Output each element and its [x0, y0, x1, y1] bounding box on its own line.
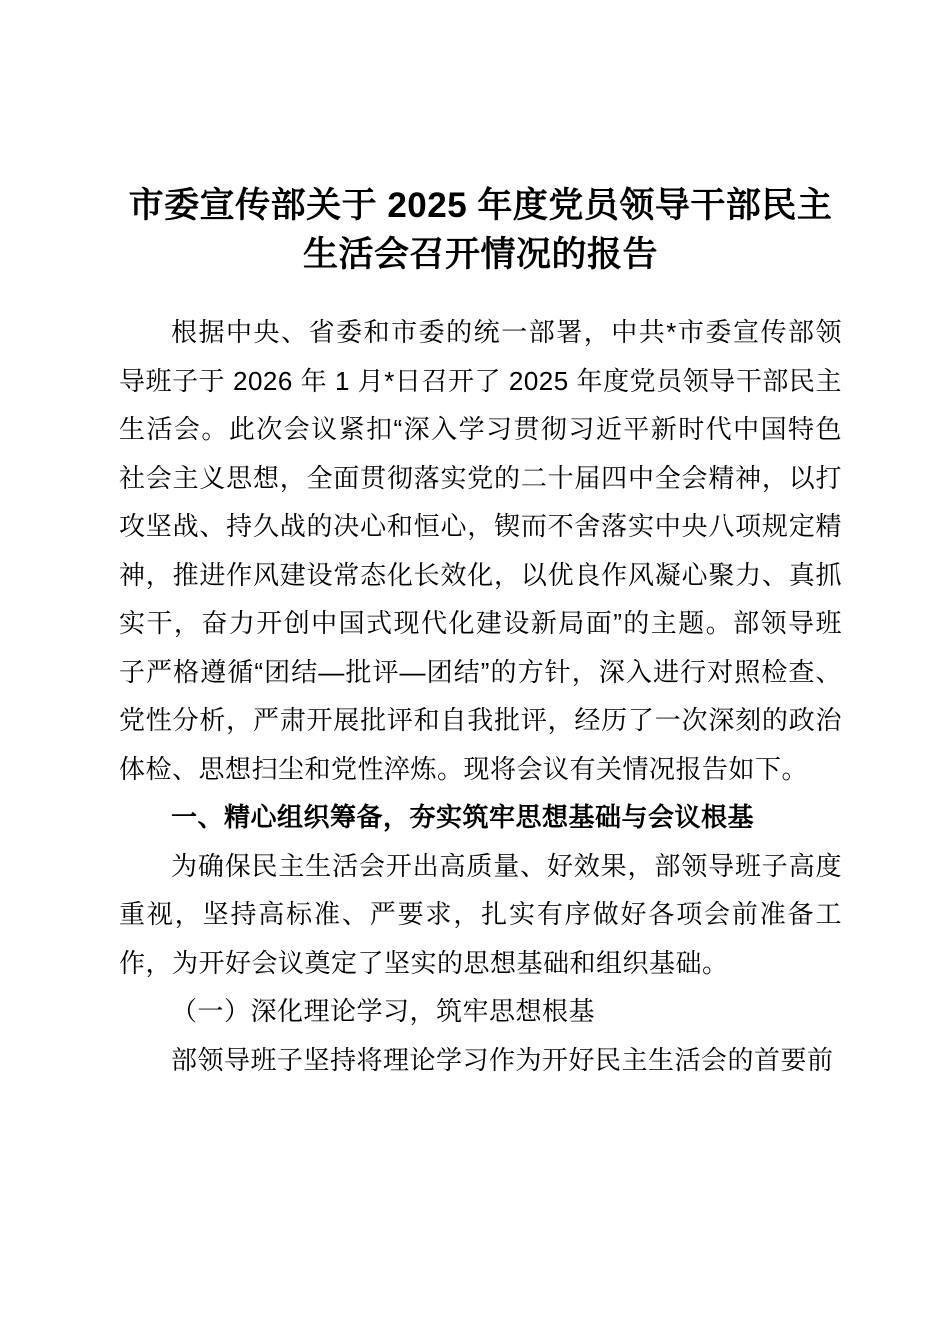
document-title	[119, 181, 842, 279]
document-content	[119, 181, 842, 1084]
document-title-line-2: 生活会召开情况的报告	[302, 235, 658, 274]
document-title-line-1: 市委宣传部关于 2025 年度党员领导干部民主	[128, 186, 833, 225]
paragraph-opening-summary: 根据中央、省委和市委的统一部署，中共*市委宣传部领导班子于 2026 年 1 月*日召开了 2025 年度党员领导干部民主生活会。此次会议紧扣“深入学习贯彻习近平新时代中国特色社会主义思想，全面贯彻落实党的二十届四中全会精神，以打攻坚战、持久战的决心和恒心，锲而不舍落实中央八项规定精神，推进作风建设常态化长效化，以优良作风凝心聚力、真抓实干，奋力开创中国式现代化建设新局面”的主题。部领导班子严格遵循“团结—批评—团结”的方针，深入进行对照检查、党性分析，严肃开展批评和自我批评，经历了一次深刻的政治体检、思想扫尘和党性淬炼。现将会议有关情况报告如下。	[119, 317, 842, 784]
paragraph-theory-study: 部领导班子坚持将理论学习作为开好民主生活会的首要前	[171, 1044, 834, 1075]
section-heading-1: 一、精心组织筹备，夯实筑牢思想基础与会议根基	[171, 802, 755, 832]
paragraph-preparation: 为确保民主生活会开出高质量、好效果，部领导班子高度重视，坚持高标准、严要求，扎实有序做好各项会前准备工作，为开好会议奠定了坚实的思想基础和组织基础。	[119, 850, 842, 978]
subsection-heading-1-1: （一）深化理论学习，筑牢思想根基	[171, 996, 596, 1026]
